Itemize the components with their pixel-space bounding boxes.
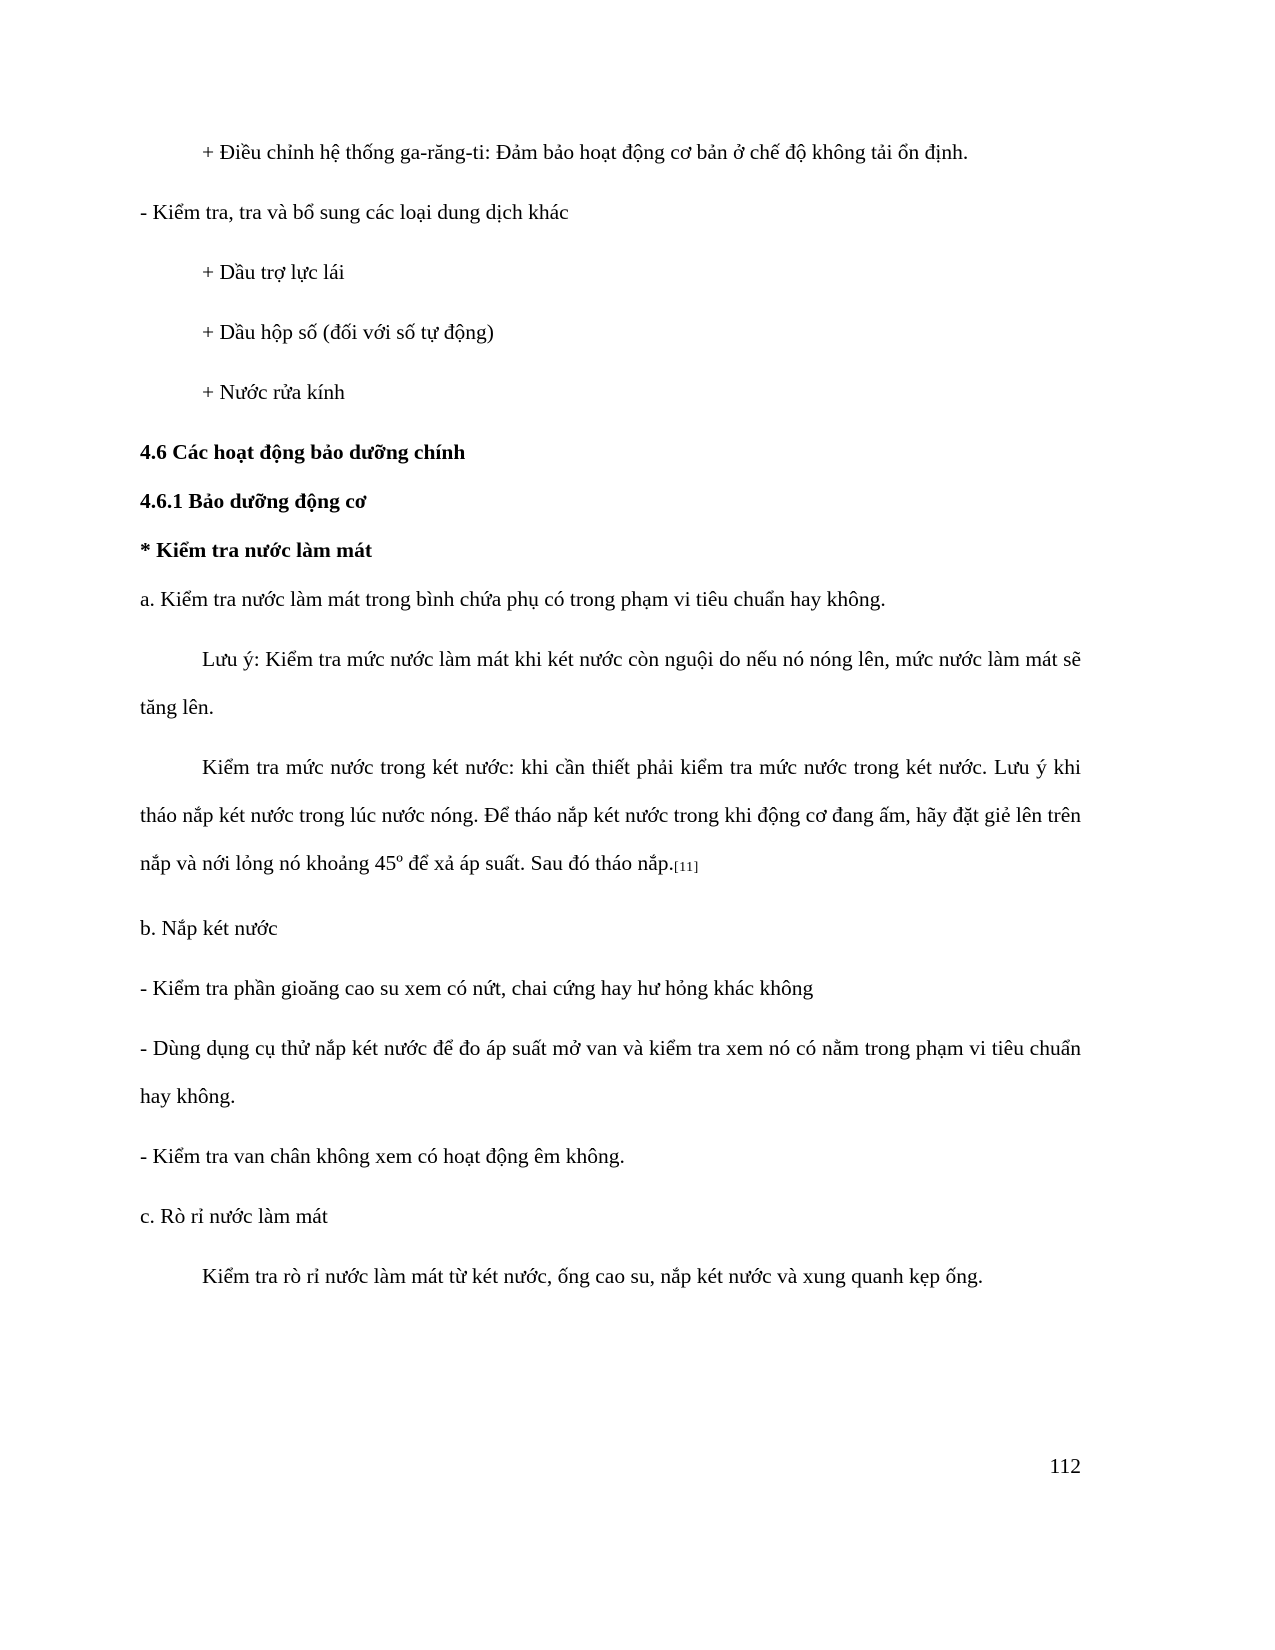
section-heading: 4.6 Các hoạt động bảo dưỡng chính xyxy=(140,440,466,464)
paragraph-text: Kiểm tra mức nước trong két nước: khi cần thiết phải kiểm tra mức nước trong két nước. Lưu ý khi tháo nắp két nước trong lúc nước nóng. Để tháo nắp két nước trong khi động cơ đang ấm, hãy đặt giẻ lên trên nắp và nới lỏng nó khoảng 45º để xả áp suất. Sau đó tháo nắp. xyxy=(140,755,1081,875)
paragraph: Lưu ý: Kiểm tra mức nước làm mát khi két nước còn nguội do nếu nó nóng lên, mức nước làm mát sẽ tăng lên. xyxy=(140,647,1081,719)
paragraph: - Kiểm tra, tra và bổ sung các loại dung dịch khác xyxy=(140,200,569,224)
paragraph: + Điều chỉnh hệ thống ga-răng-ti: Đảm bảo hoạt động cơ bản ở chế độ không tải ổn định. xyxy=(202,140,969,164)
paragraph xyxy=(140,743,1081,892)
paragraph: b. Nắp két nước xyxy=(140,916,278,940)
paragraph: + Dầu hộp số (đối với số tự động) xyxy=(202,320,494,344)
citation-marker: [11] xyxy=(673,860,699,875)
document-content xyxy=(140,128,1081,1312)
paragraph: - Kiểm tra phần gioăng cao su xem có nứt, chai cứng hay hư hỏng khác không xyxy=(140,976,814,1000)
section-heading: * Kiểm tra nước làm mát xyxy=(140,538,372,562)
paragraph: + Dầu trợ lực lái xyxy=(202,260,345,284)
paragraph: c. Rò rỉ nước làm mát xyxy=(140,1204,328,1228)
paragraph: + Nước rửa kính xyxy=(202,380,345,404)
page-number: 112 xyxy=(1049,1454,1081,1478)
paragraph: - Kiểm tra van chân không xem có hoạt động êm không. xyxy=(140,1144,625,1168)
paragraph: - Dùng dụng cụ thử nắp két nước để đo áp suất mở van và kiểm tra xem nó có nằm trong phạm vi tiêu chuẩn hay không. xyxy=(140,1036,1081,1108)
paragraph: Kiểm tra rò rỉ nước làm mát từ két nước, ống cao su, nắp két nước và xung quanh kẹp ống. xyxy=(202,1264,984,1288)
section-heading: 4.6.1 Bảo dưỡng động cơ xyxy=(140,489,367,513)
paragraph: a. Kiểm tra nước làm mát trong bình chứa phụ có trong phạm vi tiêu chuẩn hay không. xyxy=(140,587,886,611)
